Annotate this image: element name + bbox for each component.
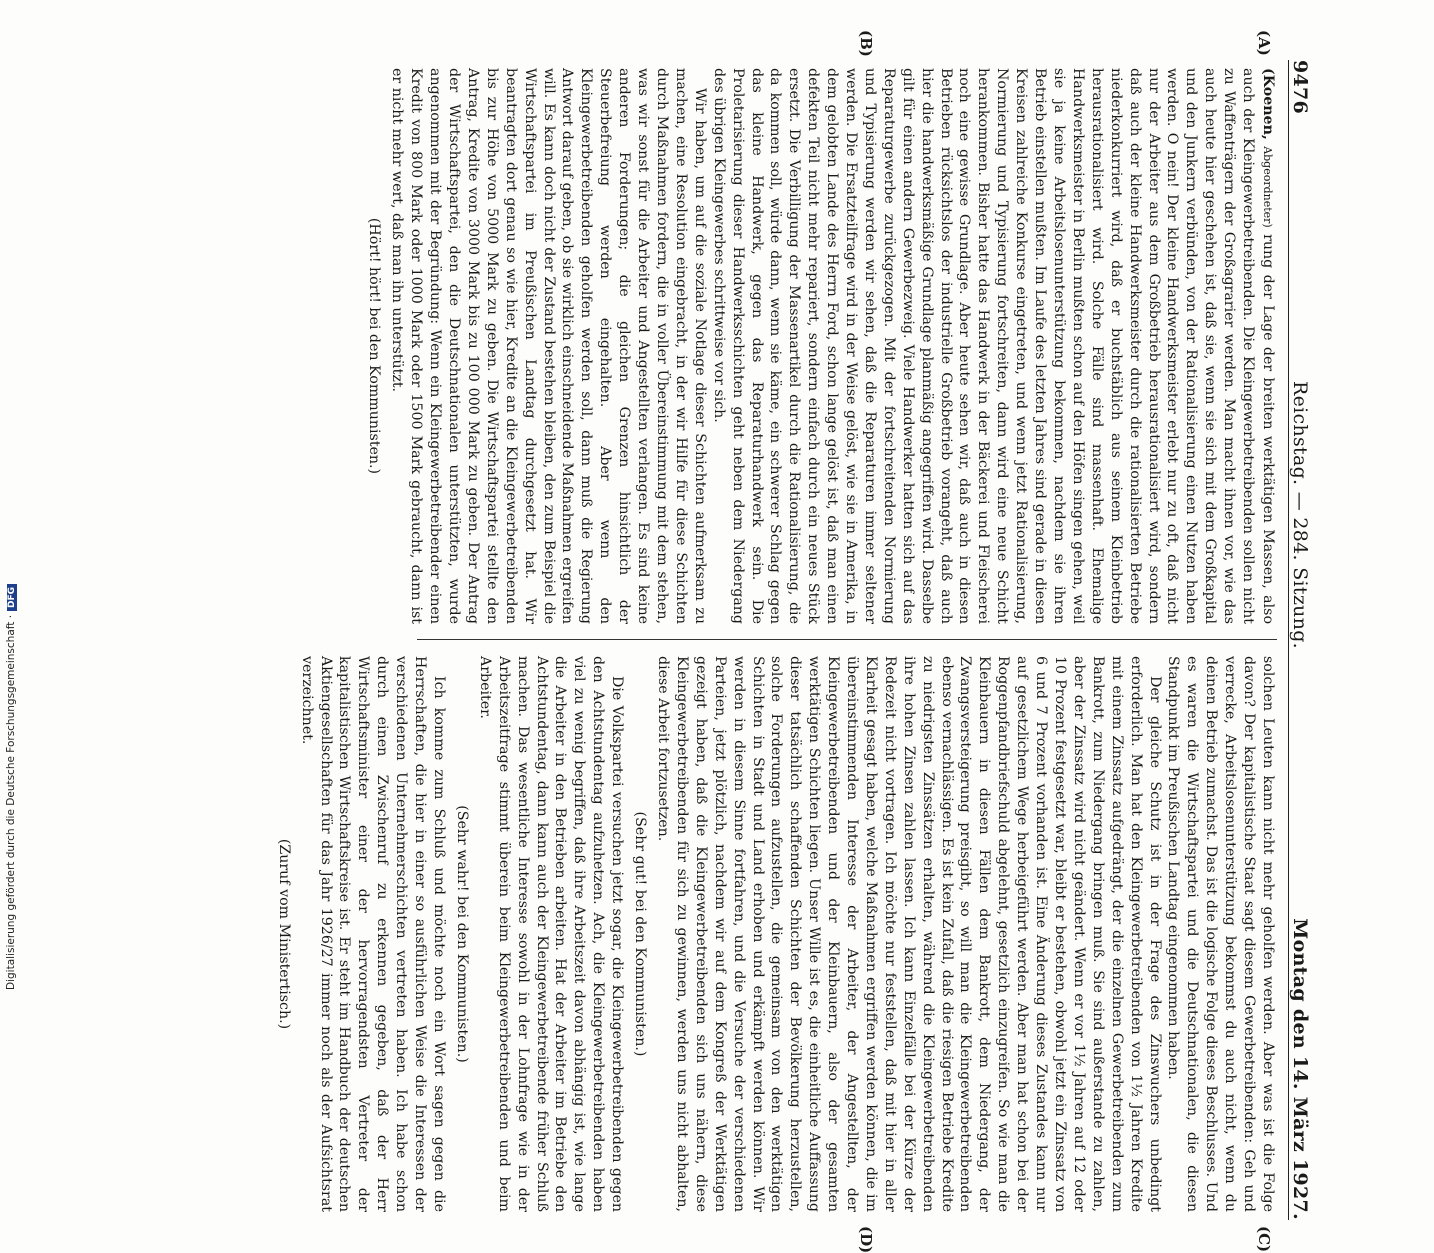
- dfg-logo: DFG: [7, 584, 17, 611]
- margin-marker-a: (A): [1255, 30, 1273, 56]
- speech-paragraph: Der gleiche Schutz ist in der Frage des Zinswuchers unbedingt erforderlich. Man hat den Kleingewerbetreibenden von 1½ Jahren Kredite mit einem Zinssatz aufgedrängt, der die einzelnen Gewerbetreibenden zum Bankrott, zum Niedergang bringen muß. Sie sind außerstande zu zahlen, aber der Zinssatz wird nicht geändert. Wenn er vor 1½ Jahren auf 12 oder 10 Prozent festgesetzt war, bleibt er bestehen, obwohl jetzt ein Zinssatz von 6 und 7 Prozent vorhanden ist. Eine Änderung dieses Zustandes kann nur auf gesetzlichem Wege herbeigeführt werden. Aber man hat schon bei der Roggenpfandbriefschuld abgelehnt, gesetzlich einzugreifen. So wie man die Kleinbauern in diesen Fällen dem Bankrott, dem Niedergang, der Zwangsversteigerung preisgibt, so will man die Kleingewerbetreibenden ebenso vernachlässigen. Es ist kein Zufall, daß die riesigen Betriebe Kredite zu niedrigsten Zinssätzen erhalten, während die Kleingewerbetreibenden ihre hohen Zinsen zahlen lassen. Ich kann Einzelfälle bei der Kürze der Redezeit nicht vortragen. Ich möchte nur feststellen, daß mit hier in aller Klarheit gesagt haben, welche Maßnahmen ergriffen werden können, die im übereinstimmenden Interesse der Arbeiter, der Angestellten, der Kleingewerbetreibenden und der Kleinbauern, also der gesamten werktätigen Schichten liegen. Unser Wille ist es, die einheitliche Auffassung dieser tatsächlich schaffenden Schichten der Bevölkerung herzustellen, solche Forderungen aufzustellen, die gemeinsam von den werktätigen Schichten in Stadt und Land erhoben und erkämpft werden können. Wir werden in diesem Sinne fortfahren, und die Versuche der verschiedenen Parteien, jetzt plötzlich, nachdem wir auf dem Kongreß der Werktätigen gezeigt haben, daß die Kleingewerbetreibenden sich uns nähern, diese Kleingewerbetreibenden für sich zu gewinnen, werden uns nicht abhalten, diese Arbeit fortzusetzen.: [655, 656, 1163, 1212]
- speech-paragraph: solchen Leuten kann nicht mehr geholfen werden. Aber was ist die Folge davon? Der kapitalistische Staat sagt diesem Gewerbetreibenden: Geh und verrecke, Arbeitslosenunterstützung bekommst du auch nicht, wenn du deinen Betrieb zumachst. Das ist die logische Folge dieses Beschlusses. Und es waren die Wirtschaftspartei und die Deutschnationalen, die diesen Standpunkt im Preußischen Landtag eingenommen haben.: [1165, 656, 1276, 1212]
- speech-paragraph: Ich komme zum Schluß und möchte noch ein Wort sagen gegen die Herrschaften, die hier in einer so ausführlichen Weise die Interessen der verschiedenen Unternehmerschichten vertreten haben. Ich habe schon durch einen Zwischenruf zu erkennen gegeben, daß der Herr Wirtschaftsminister einer der hervorragendsten Vertreter der kapitalistischen Wirtschaftskreise ist. Er steht im Handbuch der deutschen Aktiengesellschaften für das Jahr 1926/27 immer noch als der Aufsichtsrat verzeichnet.: [298, 656, 448, 1212]
- page-number: 9476: [1289, 60, 1311, 115]
- margin-marker-d: (D): [857, 1226, 875, 1253]
- interjection: (Sehr wahr! bei den Kommunisten.): [453, 805, 470, 1063]
- text-columns: [275, 30, 1277, 1253]
- margin-marker-c: (C): [1255, 1226, 1273, 1253]
- speaker-name: (Koenen,: [1260, 68, 1276, 140]
- speaker-role: Abgeordneter): [1261, 146, 1274, 228]
- right-column: [275, 656, 1277, 1212]
- document-page: [163, 30, 1323, 1253]
- margin-marker-b: (B): [857, 30, 875, 57]
- credit-text: Digitalisierung gefördert durch die Deutsche Forschungsgemeinschaft ·: [5, 614, 17, 990]
- interjection: (Hört! hört! bei den Kommunisten.): [366, 217, 383, 475]
- page-header: [1288, 60, 1323, 1220]
- paragraph-text: rung der Lage der breiten werktätigen Massen, also auch der Kleingewerbetreibenden. Die Kleingewerbetreibenden sollen nicht zu Waffenträgern der Großagrarier werden. Man macht ihnen vor, wie das auch heute hier geschehen ist, daß sie, wenn sie sich mit dem Großkapital und den Junkern verbünden, von der Rationalisierung einen Nutzen haben werden. O nein! Der kleine Handwerksmeister erlebt nur zu oft, daß nicht nur der Arbeiter aus dem Großbetrieb herausrationalisiert wird, sondern daß auch der kleine Handwerksmeister durch die rationalisierten Betriebe niederkonkurriert wird, daß er buchstäblich aus seinem Kleinbetrieb herausrationalisiert wird. Solche Fälle sind massenhaft. Ehemalige Handwerksmeister in Berlin mußten schon auf den Höfen singen gehen, weil sie ja keine Arbeitslosenunterstützung bekommen, nachdem sie ihren Betrieb einstellen mußten. Im Laufe des letzten Jahres sind gerade in diesen Kreisen zahlreiche Konkurse eingetreten, und wenn jetzt Rationalisierung, Normierung und Typisierung fortschreiten, dann wird eine neue Schicht herankommen. Bisher hatte das Handwerk in der Bäckerei und Fleischerei noch eine gewisse Grundlage. Aber heute sehen wir, daß auch in diesen Betrieben rücksichtslos der industrielle Großbetrieb vorangeht, daß auch hier die handwerksmäßige Grundlage planmäßig angegriffen wird. Dasselbe gilt für einen andern Gewerbezweig. Viele Handwerker hatten sich auf das Reparaturgewerbe zurückgezogen. Mit der fortschreitenden Normierung und Typisierung werden wir sehen, daß die Reparaturen immer seltener werden. Die Ersatzteilfrage wird in der Weise gelöst, wie sie in Amerika, in dem gelobten Lande des Herrn Ford, schon lange gelöst ist, daß man einen defekten Teil nicht mehr repariert, sondern einfach durch ein neues Stück ersetzt. Die Verbilligung der Massenartikel durch die Rationalisierung, die da kommen soll, würde dann, wenn sie käme, ein schwerer Schlag gegen das kleine Handwerk, gegen das Reparaturhandwerk sein. Die Proletarisierung dieser Handwerksschichten geht neben dem Niedergang des übrigen Kleingewerbes schrittweise vor sich.: [710, 68, 1276, 624]
- session-date: Montag den 14. März 1927.: [1289, 918, 1311, 1220]
- column-divider: [417, 639, 1277, 640]
- interjection: (Sehr gut! bei den Kommunisten.): [632, 811, 649, 1057]
- speech-paragraph: Die Volkspartei versuchen jetzt sogar, die Kleingewerbetreibenden gegen den Achtstundentag aufzuhetzen. Ach, die Kleingewerbetreibenden haben viel zu wenig begriffen, daß ihre Arbeitszeit davon abhängig ist, wie lange die Arbeiter in den Betrieben arbeiten. Hat der Arbeiter im Betriebe den Achtstundentag, dann kann auch der Kleingewerbetreibende früher Schluß machen. Das wesentliche Interesse sowohl in der Lohnfrage wie in der Arbeitszeitfrage stimmt überein beim Kleingewerbetreibenden und beim Arbeiter.: [476, 656, 626, 1212]
- digitization-credit: [5, 584, 17, 990]
- session-title: Reichstag. — 284. Sitzung.: [1289, 380, 1311, 650]
- speech-paragraph: [709, 68, 1277, 624]
- left-column: [366, 68, 1277, 624]
- speech-paragraph: Wir haben, um auf die soziale Notlage dieser Schichten aufmerksam zu machen, eine Resolution eingebracht, in der wir Hilfe für diese Schichten durch Maßnahmen fordern, die in voller Übereinstimmung mit dem stehen, was wir sonst für die Arbeiter und Angestellten verlangen. Es sind keine anderen Forderungen; die gleichen Grenzen hinsichtlich der Steuerbefreiung werden eingehalten. Aber wenn den Kleingewerbetreibenden geholfen werden soll, dann muß die Regierung Antwort darauf geben, ob sie wirklich einschneidende Maßnahmen ergreifen will. Es kann doch nicht der Zustand bestehen bleiben, den zum Beispiel die Wirtschaftspartei im Preußischen Landtag durchgesetzt hat. Wir beantragten dort genau so wie hier, Kredite an die Kleingewerbetreibenden bis zur Höhe von 5000 Mark zu geben. Die Wirtschaftspartei stellte den Antrag, Kredite von 3000 Mark bis zu 100 000 Mark zu geben. Der Antrag der Wirtschaftspartei, den die Deutschnationalen unterstützten, wurde angenommen mit der Begründung: Wenn ein Kleingewerbetreibender einen Kredit von 800 Mark oder 1000 Mark oder 1500 Mark gebraucht, dann ist er nicht mehr wert, daß man ihn unterstützt.: [389, 68, 708, 624]
- interjection: (Zuruf vom Ministertisch.): [275, 838, 292, 1030]
